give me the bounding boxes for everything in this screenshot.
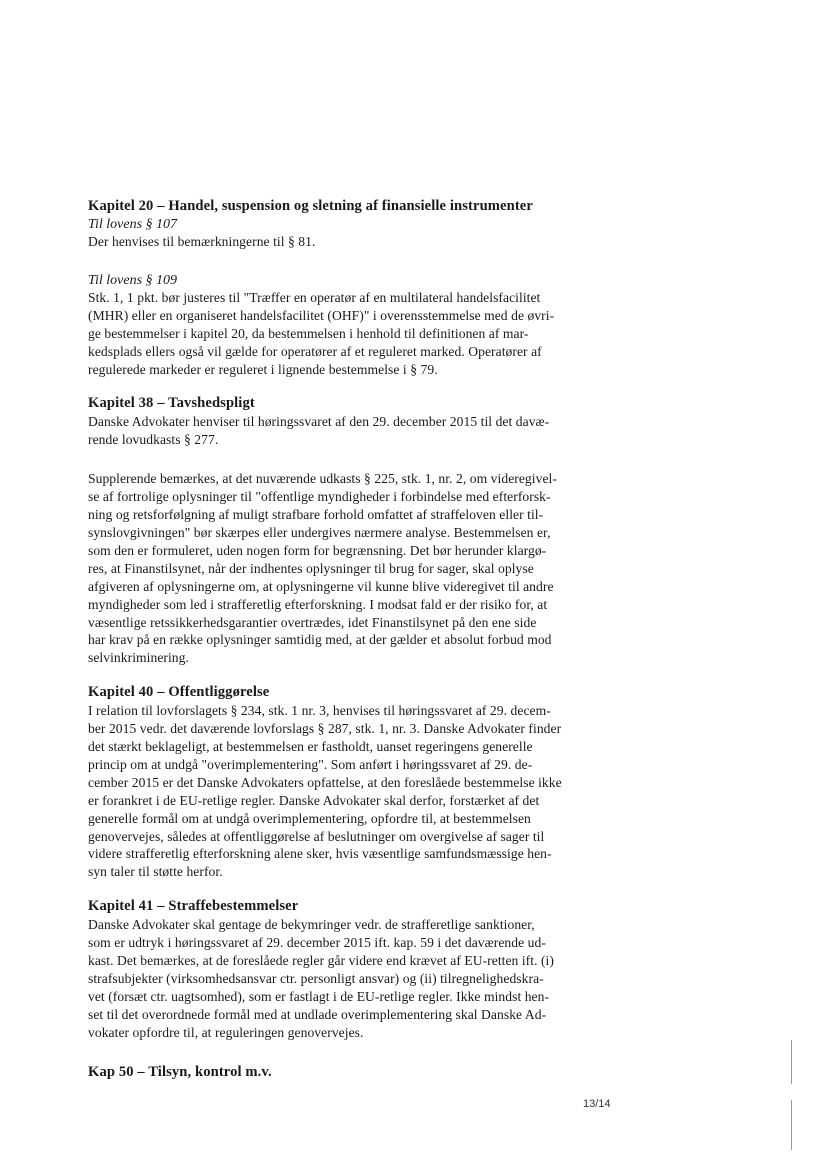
section-kapitel-41 [88,897,588,1041]
subheading: Til lovens § 107 [88,217,178,232]
section-heading: Kapitel 41 – Straffebestemmelser [88,898,299,915]
paragraph-line: generelle formål om at undgå overimplementering, opfordre til, at bestemmelsen [88,810,531,826]
paragraph-line: Danske Advokater henviser til høringssvaret af den 29. december 2015 til det davæ- [88,414,550,430]
paragraph-line: vet (forsæt ctr. uagtsomhed), som er fastlagt i de EU-retlige regler. Ikke mindst hen- [88,988,550,1004]
section-kapitel-40 [88,683,588,881]
paragraph-line: kast. Det bemærkes, at de foreslåede regler går videre end krævet af EU-retten ift. (i) [88,953,554,969]
paragraph-line: ning og retsforfølgning af muligt strafbare forhold omfattet af straffeloven eller til- [88,507,544,523]
section-heading: Kapitel 38 – Tavshedspligt [88,395,255,412]
paragraph-line: Der henvises til bemærkningerne til § 81. [88,234,316,249]
paragraph-line: væsentlige retssikkerhedsgarantier overtrædes, idet Finanstilsynet på den ene side [88,614,537,630]
paragraph-line: ber 2015 vedr. det daværende lovforslags § 287, stk. 1, nr. 3. Danske Advokater finder [88,721,562,737]
paragraph-line: cember 2015 er det Danske Advokaters opfattelse, at den foreslåede bestemmelse ikke [88,774,562,790]
paragraph-line: syn taler til støtte herfor. [88,864,223,880]
document-body [88,197,588,1082]
paragraph-line: afgiveren af oplysningerne om, at oplysningerne vil kunne blive videregivet til andre [88,578,554,594]
page-number: 13/14 [583,1098,611,1110]
paragraph-line: ge bestemmelser i kapitel 20, da bestemmelsen i henhold til definitionen af mar- [88,325,529,341]
paragraph-line: Supplerende bemærkes, at det nuværende udkasts § 225, stk. 1, nr. 2, om videregivel- [88,471,557,487]
section-kapitel-20 [88,197,588,378]
paragraph-line: har krav på en række oplysninger samtidig med, at der gælder et absolut forbud mod [88,632,552,648]
paragraph-line: som den er formuleret, uden nogen form for begrænsning. Det bør herunder klargø- [88,542,547,558]
paragraph-line: rende lovudkasts § 277. [88,432,219,448]
paragraph-line: (MHR) eller en organiseret handelsfacilitet (OHF)" i overensstemmelse med de øvri- [88,307,555,323]
section-kapitel-50 [88,1063,588,1082]
paragraph-line: strafsubjekter (virksomhedsansvar ctr. personligt ansvar) og (ii) tilregnelighedskra- [88,971,544,986]
paragraph-line: Danske Advokater skal gentage de bekymringer vedr. de strafferetlige sanktioner, [88,917,535,933]
section-heading: Kapitel 20 – Handel, suspension og sletning af finansielle instrumenter [88,198,533,214]
section-kapitel-38 [88,394,588,667]
paragraph-line: kedsplads ellers også vil gælde for operatører af et reguleret marked. Operatører af [88,343,542,359]
paragraph-line: se af fortrolige oplysninger til "offentlige myndigheder i forbindelse med efterforsk- [88,489,551,505]
paragraph-line: Stk. 1, 1 pkt. bør justeres til "Træffer en operatør af en multilateral handelsfacilitet [88,289,541,305]
subheading: Til lovens § 109 [88,272,178,288]
paragraph-line: set til det overordnede formål med at undlade overimplementering skal Danske Ad- [88,1006,547,1022]
paragraph-line: vokater opfordre til, at reguleringen genovervejes. [88,1024,364,1040]
paragraph-line: som er udtryk i høringssvaret af 29. december 2015 ift. kap. 59 i det daværende ud- [88,935,546,951]
paragraph-line: genovervejes, således at offentliggørelse af beslutninger om overgivelse af sager til [88,828,545,844]
paragraph-line: videre strafferetlig efterforskning alene sker, hvis væsentlige samfundsmæssige hen- [88,846,552,862]
paragraph-line: I relation til lovforslagets § 234, stk. 1 nr. 3, henvises til høringssvaret af 29. decem- [88,703,551,719]
paragraph-line: myndigheder som led i strafferetlig efterforskning. I modsat fald er der risiko for, at [88,596,548,612]
paragraph-line: princip om at undgå "overimplementering". Som anført i høringssvaret af 29. de- [88,756,533,772]
section-heading: Kap 50 – Tilsyn, kontrol m.v. [88,1063,272,1080]
paragraph-line: er forankret i de EU-retlige regler. Danske Advokater skal derfor, forstærket af det [88,792,540,808]
paragraph-line: det stærkt beklageligt, at bestemmelsen er fastholdt, uanset regeringens generelle [88,739,533,755]
scan-margin-mark [791,1100,792,1150]
paragraph-line: selvinkriminering. [88,650,189,666]
paragraph-line: regulerede markeder er reguleret i lignende bestemmelse i § 79. [88,361,438,377]
paragraph-line: res, at Finanstilsynet, når der indhentes oplysninger til brug for sager, skal oplyse [88,560,534,576]
section-heading: Kapitel 40 – Offentliggørelse [88,684,270,701]
paragraph-line: synslovgivningen" bør skærpes eller undergives nærmere analyse. Bestemmelsen er, [88,524,551,540]
scan-margin-mark [791,1040,792,1084]
